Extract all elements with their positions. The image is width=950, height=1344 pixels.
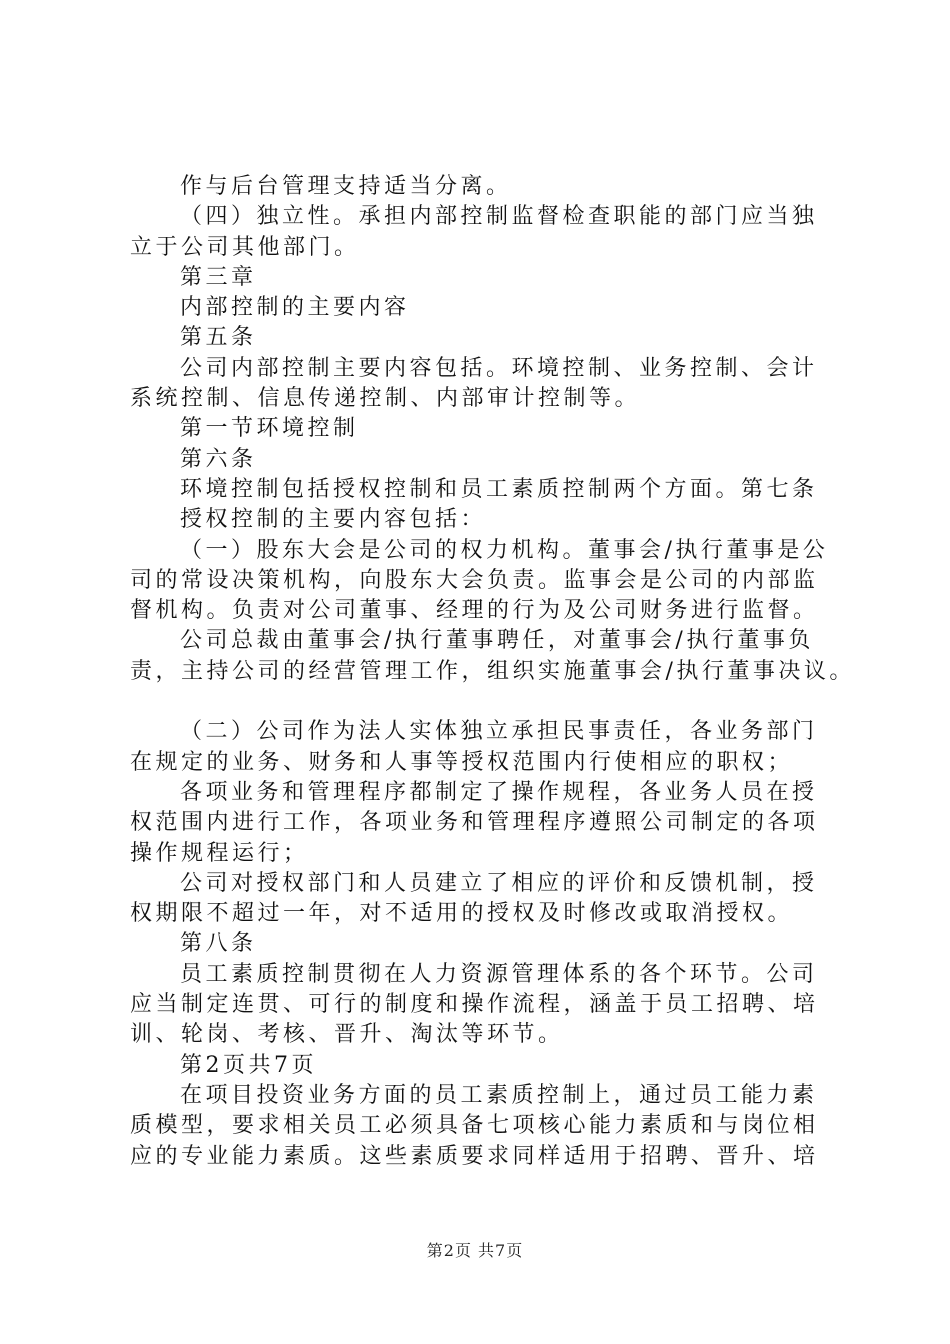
text-line: 第三章 xyxy=(180,264,257,290)
text-line: 第八条 xyxy=(180,931,257,957)
text-line: 第五条 xyxy=(180,325,257,351)
document-body xyxy=(130,172,855,1172)
text-line: 司的常设决策机构，向股东大会负责。监事会是公司的内部监 xyxy=(130,567,819,593)
text-line: 作与后台管理支持适当分离。 xyxy=(180,174,512,199)
text-line: 公司内部控制主要内容包括。环境控制、业务控制、会计 xyxy=(180,355,818,381)
text-line: （四）独立性。承担内部控制监督检查职能的部门应当独 xyxy=(180,204,818,230)
text-line: 系统控制、信息传递控制、内部审计控制等。 xyxy=(130,386,641,412)
text-line: 第2页共7页 xyxy=(180,1052,317,1078)
text-line: 督机构。负责对公司董事、经理的行为及公司财务进行监督。 xyxy=(130,598,819,624)
text-line: 第六条 xyxy=(180,446,257,472)
text-line: 各项业务和管理程序都制定了操作规程，各业务人员在授 xyxy=(180,779,818,805)
text-line: 立于公司其他部门。 xyxy=(130,234,360,260)
text-line: （一）股东大会是公司的权力机构。董事会/执行董事是公 xyxy=(180,537,829,563)
text-line: 质模型，要求相关员工必须具备七项核心能力素质和与岗位相 xyxy=(130,1113,819,1139)
text-line: 内部控制的主要内容 xyxy=(180,295,410,321)
text-line: 授权控制的主要内容包括： xyxy=(180,507,487,533)
text-line: 环境控制包括授权控制和员工素质控制两个方面。第七条 xyxy=(180,476,818,502)
text-line: 员工素质控制贯彻在人力资源管理体系的各个环节。公司 xyxy=(180,961,818,987)
text-line: （二）公司作为法人实体独立承担民事责任，各业务部门 xyxy=(180,719,818,745)
text-line: 权范围内进行工作，各项业务和管理程序遵照公司制定的各项 xyxy=(130,810,819,836)
blank-line xyxy=(130,687,840,717)
text-line: 公司总裁由董事会/执行董事聘任，对董事会/执行董事负 xyxy=(180,628,814,654)
text-line: 公司对授权部门和人员建立了相应的评价和反馈机制，授 xyxy=(180,870,818,896)
text-line: 在项目投资业务方面的员工素质控制上，通过员工能力素 xyxy=(180,1082,818,1108)
text-line: 第一节环境控制 xyxy=(180,416,359,442)
text-line: 应当制定连贯、可行的制度和操作流程，涵盖于员工招聘、培 xyxy=(130,992,819,1018)
page-footer: 第2页 共7页 xyxy=(426,1241,524,1260)
text-line: 责，主持公司的经营管理工作，组织实施董事会/执行董事决议。 xyxy=(130,658,855,684)
text-line: 权期限不超过一年，对不适用的授权及时修改或取消授权。 xyxy=(130,901,794,927)
text-line: 在规定的业务、财务和人事等授权范围内行使相应的职权； xyxy=(130,749,794,775)
text-line: 应的专业能力素质。这些素质要求同样适用于招聘、晋升、培 xyxy=(130,1143,819,1169)
text-line: 操作规程运行； xyxy=(130,840,309,866)
text-line: 训、轮岗、考核、晋升、淘汰等环节。 xyxy=(130,1022,564,1048)
